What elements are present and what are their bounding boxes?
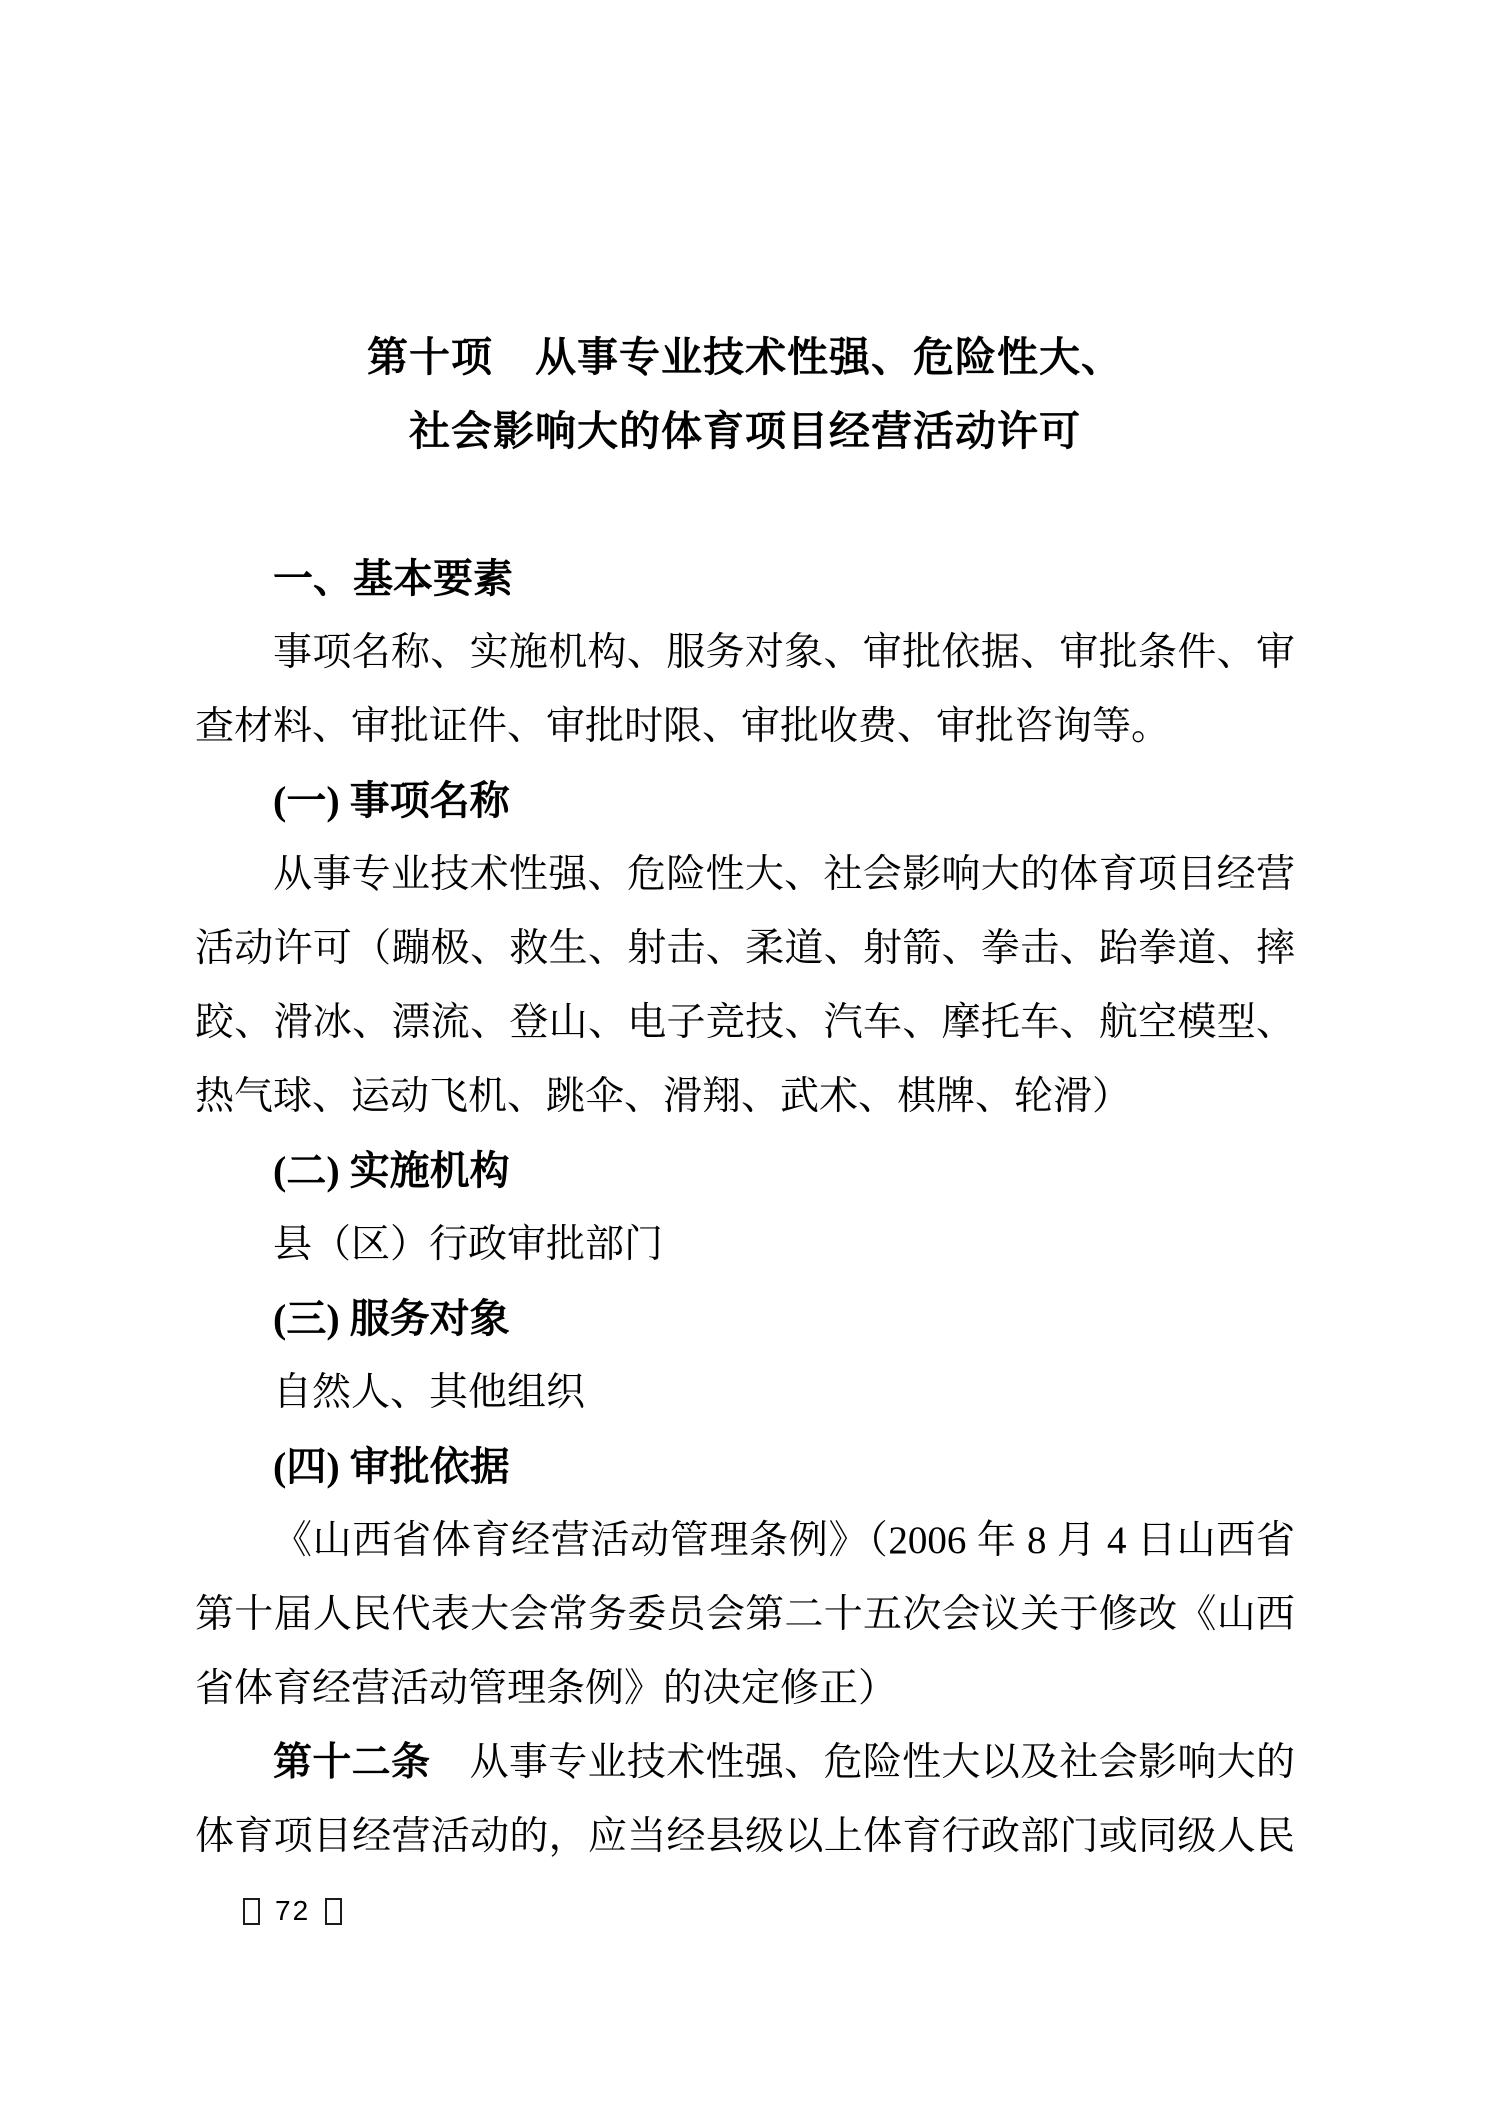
paragraph-line: 自然人、其他组织 bbox=[273, 1371, 586, 1414]
paragraph-line: 省体育经营活动管理条例》的决定修正） bbox=[195, 1667, 898, 1710]
subsection-heading-implementing-agency: (二) 实施机构 bbox=[273, 1148, 510, 1193]
paragraph-line: 热气球、运动飞机、跳伞、滑翔、武术、棋牌、轮滑） bbox=[195, 1075, 1132, 1118]
missing-glyph-box bbox=[243, 1898, 260, 1925]
paragraph-line: 从事专业技术性强、危险性大、社会影响大的体育项目经营 bbox=[273, 853, 1295, 896]
paragraph-line: 体育项目经营活动的，应当经县级以上体育行政部门或同级人民 bbox=[195, 1815, 1295, 1858]
paragraph-line-article-12 bbox=[195, 1726, 1295, 1800]
missing-glyph-box bbox=[325, 1898, 342, 1925]
subsection-heading-approval-basis: (四) 审批依据 bbox=[273, 1444, 510, 1489]
article-text: 从事专业技术性强、危险性大以及社会影响大的 bbox=[430, 1741, 1295, 1784]
subsection-heading-service-target: (三) 服务对象 bbox=[273, 1296, 510, 1341]
paragraph-line: 查材料、审批证件、审批时限、审批收费、审批咨询等。 bbox=[195, 705, 1171, 748]
paragraph-line: 县（区）行政审批部门 bbox=[273, 1223, 664, 1266]
paragraph-line: 事项名称、实施机构、服务对象、审批依据、审批条件、审 bbox=[273, 631, 1295, 674]
paragraph-line: 活动许可（蹦极、救生、射击、柔道、射箭、拳击、跆拳道、摔 bbox=[195, 927, 1295, 970]
page-footer bbox=[195, 1874, 1295, 1948]
document-title-line-1: 第十项 从事专业技术性强、危险性大、 bbox=[367, 334, 1123, 380]
subsection-heading-item-name: (一) 事项名称 bbox=[273, 778, 510, 823]
section-heading-basic-elements: 一、基本要素 bbox=[273, 557, 513, 601]
page-number: 72 bbox=[275, 1895, 311, 1926]
paragraph-line: 第十届人民代表大会常务委员会第二十五次会议关于修改《山西 bbox=[195, 1593, 1295, 1636]
paragraph-line: 跤、滑冰、漂流、登山、电子竞技、汽车、摩托车、航空模型、 bbox=[195, 1001, 1295, 1044]
document-title-line-2: 社会影响大的体育项目经营活动许可 bbox=[409, 408, 1081, 454]
blank-line bbox=[195, 468, 1295, 542]
paragraph-line: 《山西省体育经营活动管理条例》（2006 年 8 月 4 日山西省 bbox=[273, 1519, 1295, 1562]
article-number-bold: 第十二条 bbox=[273, 1741, 431, 1784]
document-content bbox=[195, 320, 1295, 1948]
